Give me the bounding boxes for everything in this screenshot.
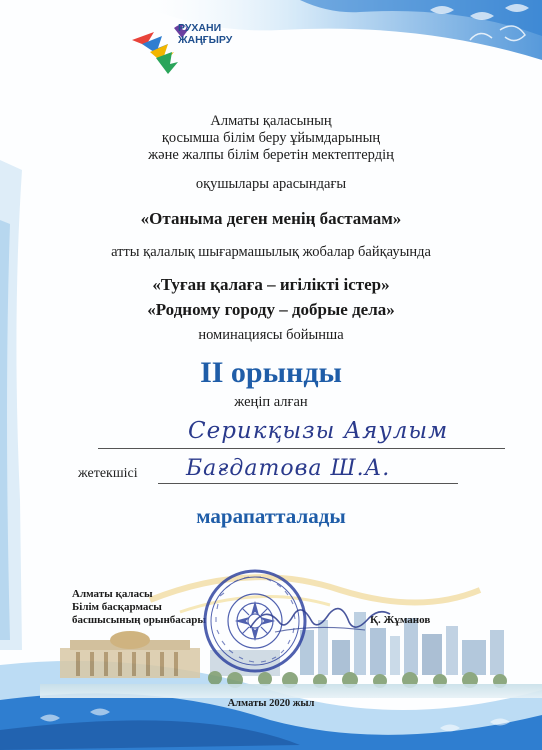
intro-line-3: және жалпы білім беретін мектептердің bbox=[148, 147, 394, 163]
intro-line-2: қосымша білім беру ұйымдарының bbox=[161, 130, 381, 146]
logo-line-2: ЖАҢҒЫРУ bbox=[178, 34, 233, 46]
intro-line-1: Алматы қаласының bbox=[210, 113, 332, 129]
place-heading: ІІ орынды bbox=[200, 356, 342, 389]
signatory-line-3: басшысының орынбасары bbox=[72, 614, 207, 626]
awarded-heading: марапатталады bbox=[196, 504, 346, 528]
nomination-line: номинациясы бойынша bbox=[198, 327, 344, 343]
handwritten-signature bbox=[245, 596, 395, 644]
student-name: Серикқызы Аяулым bbox=[188, 418, 449, 444]
supervisor-name: Бағдатова Ш.А. bbox=[186, 456, 391, 481]
intro-line-4: оқушылары арасындағы bbox=[195, 176, 347, 192]
signatory-line-2: Білім басқармасы bbox=[72, 601, 162, 613]
won-label: жеңіп алған bbox=[234, 394, 308, 410]
signatory-line-1: Алматы қаласы bbox=[72, 588, 153, 600]
supervisor-name-line bbox=[158, 483, 458, 484]
logo-line-1: РУХАНИ bbox=[178, 22, 222, 34]
contest-line: атты қалалық шығармашылық жобалар байқауында bbox=[111, 244, 431, 260]
logo-text bbox=[178, 22, 232, 46]
nomination-kz: «Туған қалаға – игілікті істер» bbox=[152, 275, 390, 294]
supervisor-label: жетекшісі bbox=[78, 466, 138, 481]
student-name-line bbox=[98, 448, 505, 449]
project-title: «Отаныма деген менің бастамам» bbox=[140, 209, 402, 228]
nomination-ru: «Родному городу – добрые дела» bbox=[147, 300, 395, 319]
signatory-name: Қ. Жұманов bbox=[370, 614, 431, 626]
footer-city-year: Алматы 2020 жыл bbox=[227, 698, 315, 709]
signatory-block bbox=[72, 588, 206, 627]
